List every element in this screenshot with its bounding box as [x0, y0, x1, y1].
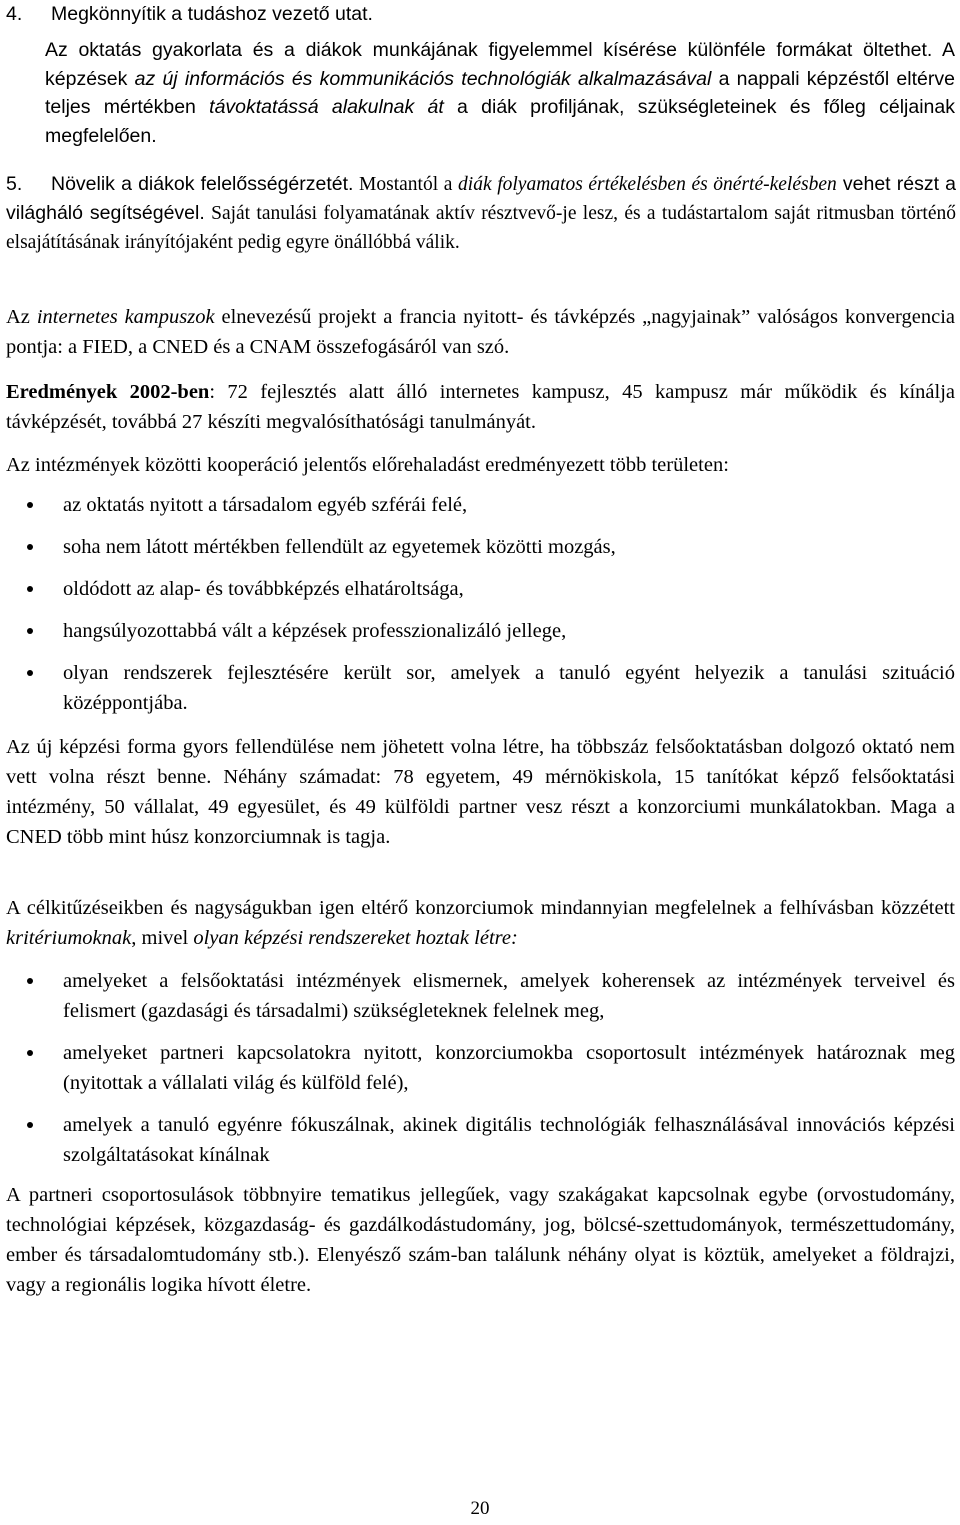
list-item-text: amelyek a tanuló egyénre fókuszálnak, akinek digitális technológiák felhasználásával innovációs képzési szolgáltatásokat kínálnak	[63, 1114, 955, 1166]
list-item-4-body	[45, 36, 955, 150]
list-item-5	[6, 170, 956, 257]
list-item-text: amelyeket partneri kapcsolatokra nyitott, konzorciumokba csoportosult intézmények határoznak meg (nyitottak a vállalati világ és külföld felé),	[63, 1042, 955, 1094]
list-item-text: hangsúlyozottabbá vált a képzések professzionalizáló jellege,	[63, 620, 567, 642]
text-run: , mivel	[131, 927, 194, 949]
bold-text-run: Eredmények 2002-ben	[6, 381, 210, 403]
list-item-5-text	[6, 174, 956, 253]
text-run: Mostantól a	[353, 174, 459, 195]
cooperation-bullet-list	[0, 490, 955, 718]
bullet-icon	[27, 628, 33, 634]
paragraph-cooperation-intro: Az intézmények közötti kooperáció jelentős előrehaladást eredményezett több területen:	[6, 454, 729, 476]
text-run: a nappali képzéstől eltérve teljes mértékben	[45, 67, 955, 118]
list-item-text: soha nem látott mértékben fellendült az egyetemek közötti mozgás,	[63, 536, 616, 558]
bullet-icon	[27, 502, 33, 508]
text-run: A célkitűzéseikben és nagyságukban igen eltérő konzorciumok mindannyian megfelelnek a felhívásban közzétett	[6, 897, 955, 919]
italic-text-run: távoktatássá alakulnak át	[209, 96, 444, 118]
list-item-text: az oktatás nyitott a társadalom egyéb szférái felé,	[63, 494, 468, 516]
text-run: elnevezésű projekt a francia nyitott- és távképzés „nagyjainak” valóságos konvergencia pontja: a FIED, a CNED és a CNAM összefogásáról van szó.	[6, 306, 956, 358]
paragraph-goals	[6, 893, 955, 953]
paragraph-internet-campus	[6, 302, 955, 362]
text-run: vehet részt a világháló segítségével.	[6, 173, 957, 224]
text-run: : 72 fejlesztés alatt álló internetes kampusz, 45 kampusz már működik és kínálja távképzését, továbbá 27 készíti megvalósíthatósági tanulmányát.	[6, 381, 955, 433]
list-item-4-heading	[6, 0, 946, 28]
text-run: Az	[6, 306, 37, 328]
goals-bullet-list	[0, 966, 955, 1170]
list-number: 5.	[6, 173, 23, 195]
list-item	[0, 574, 955, 604]
list-item-title: Megkönnyítik a tudáshoz vezető utat.	[51, 3, 373, 25]
paragraph-partners: A partneri csoportosulások többnyire tematikus jellegűek, vagy szakágakat kapcsolnak egybe (orvostudomány, technológiai képzések, közgazdaság- és gazdálkodástudomány, jog, bölcsé-szettudományok, természettudomány, ember és társadalomtudomány stb.). Elenyésző szám-ban találunk néhány olyat is köztük, amelyeket a földrajzi, vagy a regionális logika hívott életre.	[6, 1184, 955, 1296]
text-run: Az oktatás gyakorlata és a diákok munkájának figyelemmel kísérése különféle formákat öltethet. A képzések	[45, 39, 955, 90]
italic-text-run: diák folyamatos értékelésben és önérté-kelésben	[458, 174, 837, 195]
paragraph-new-form: Az új képzési forma gyors fellendülése nem jöhetett volna létre, ha többszáz felsőoktatásban dolgozó oktató nem vett volna részt benne. Néhány számadat: 78 egyetem, 49 mérnökiskola, 15 tanítókat képző felsőoktatási intézmény, 50 vállalat, 49 egyesület, és 49 külföldi partner vesz részt a konzorciumi munkálatokban. Maga a CNED több mint húsz konzorciumnak is tagja.	[6, 736, 955, 848]
list-item	[0, 532, 955, 562]
list-item	[0, 490, 955, 520]
text-run: Saját tanulási folyamatának aktív résztvevő-je lesz, és a tudástartalom saját ritmusban történő elsajátításának irányítójaként pedig egyre önállóbbá válik.	[6, 203, 957, 253]
italic-text-run: internetes kampuszok	[36, 306, 215, 328]
bullet-icon	[27, 544, 33, 550]
text-run: Növelik a diákok felelősségérzetét.	[51, 173, 354, 195]
italic-text-run: kritériumoknak	[6, 927, 132, 949]
bullet-icon	[27, 1050, 33, 1056]
list-number: 4.	[6, 3, 23, 25]
list-item	[0, 1038, 955, 1098]
list-item-text: olyan rendszerek fejlesztésére került sor, amelyek a tanuló egyént helyezik a tanulási szituáció középpontjába.	[63, 662, 955, 714]
page-number: 20	[470, 1498, 490, 1519]
list-item-text: oldódott az alap- és továbbképzés elhatároltsága,	[63, 578, 464, 600]
list-item	[0, 616, 955, 646]
list-item	[0, 658, 955, 718]
bullet-icon	[27, 586, 33, 592]
bullet-icon	[27, 1122, 33, 1128]
bullet-icon	[27, 978, 33, 984]
list-item	[0, 1110, 955, 1170]
bullet-icon	[27, 670, 33, 676]
list-item	[0, 966, 955, 1026]
italic-text-run: az új információs és kommunikációs technológiák alkalmazásával	[134, 67, 712, 90]
list-item-text: amelyeket a felsőoktatási intézmények elismernek, amelyek koherensek az intézmények terveivel és felismert (gazdasági és társadalmi) szükségleteknek felelnek meg,	[63, 970, 955, 1022]
paragraph-results-2002	[6, 377, 955, 437]
italic-text-run: olyan képzési rendszereket hoztak létre:	[193, 927, 518, 949]
text-run: a diák profiljának, szükségleteinek és főleg céljainak megfelelően.	[45, 96, 955, 147]
